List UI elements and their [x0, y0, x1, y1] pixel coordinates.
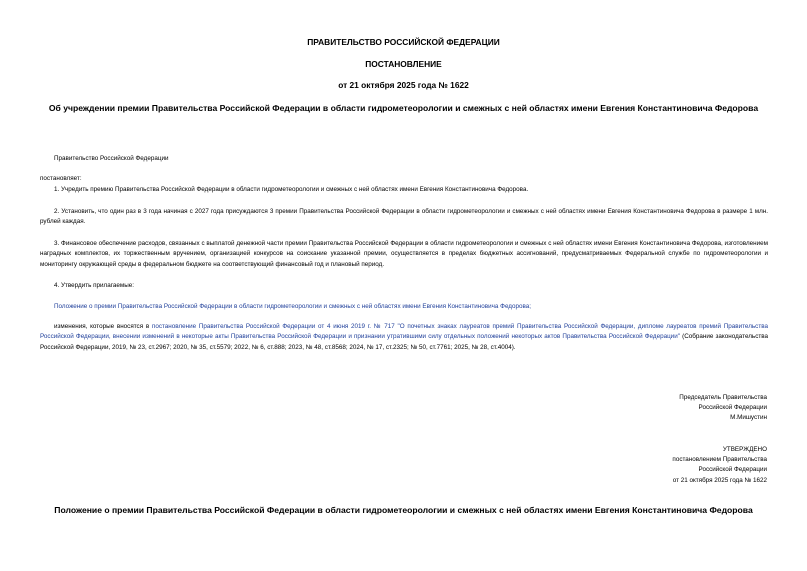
signature-line-1: Председатель Правительства	[679, 394, 767, 401]
paragraph-3: 3. Финансовое обеспечение расходов, связанных с выплатой денежной части премии Правительства Российской Федерации в области гидрометеорологии и смежных с ней областях имени Евгения Константиновича Федорова, изготовлением наградных комплектов, их торжественным вручением, организацией конкурсов на соискание указанной премии, осуществляется в пределах бюджетных ассигнований, предусматриваемых Федеральной службе по гидрометеорологии и мониторингу окружающей среды в федеральном бюджете на соответствующий финансовый год и плановый период.	[40, 240, 768, 268]
approved-block	[567, 445, 767, 486]
approved-line-3: Российской Федерации	[698, 466, 767, 474]
approved-line-4: от 21 октября 2025 года № 1622	[672, 476, 767, 484]
paragraph-6	[40, 322, 768, 353]
paragraph-6-pre: изменения, которые вносятся в	[54, 323, 152, 330]
paragraph-6-post: (Собрание законодательства Российской Федерации, 2019, № 23, ст.2967; 2020, № 35, ст.5579; 2022, № 6, ст.888; 2023, № 48, ст.8568; 2024, № 17, ст.2325; № 50, ст.7761; 2025, № 28, ст.4004).	[40, 333, 769, 351]
decree-717-link[interactable]: постановление Правительства Российской Федерации от 4 июня 2019 г. № 717 "О почетных знаках лауреатов премий Правительства Российской Федерации, дипломе лауреатов премий Правительства Российской Федерации, внесении изменений в некоторые акты Правительства Российской Федерации и признании утратившими силу отдельных положений некоторых актов Правительства Российской Федерации"	[40, 323, 768, 341]
signature-line-3: М.Мишустин	[730, 414, 767, 422]
doc-title: Об учреждении премии Правительства Российской Федерации в области гидрометеорологии и смежных с ней областях имени Евгения Константиновича Федорова	[48, 103, 759, 113]
approved-line-1: УТВЕРЖДЕНО	[722, 446, 767, 453]
doc-date-heading: от 21 октября 2025 года № 1622	[338, 80, 469, 90]
paragraph-2: 2. Установить, что один раз в 3 года начиная с 2027 года присуждаются 3 премии Правительства Российской Федерации в области гидрометеорологии и смежных с ней областях имени Евгения Константиновича Федорова в размере 1 млн. рублей каждая.	[40, 208, 768, 226]
approved-line-2: постановлением Правительства	[672, 456, 767, 464]
regulation-link[interactable]: Положение о премии Правительства Российской Федерации в области гидрометеорологии и смежных с ней областях имени Евгения Константиновича Федорова;	[54, 303, 532, 310]
org-heading: ПРАВИТЕЛЬСТВО РОССИЙСКОЙ ФЕДЕРАЦИИ	[307, 37, 500, 47]
paragraph-4: 4. Утвердить прилагаемые:	[54, 282, 134, 289]
paragraph-1: 1. Учредить премию Правительства Российской Федерации в области гидрометеорологии и смежных с ней областях имени Евгения Константиновича Федорова.	[54, 186, 529, 193]
paragraph-5	[40, 302, 768, 312]
gov-line: Правительство Российской Федерации	[54, 155, 169, 162]
doc-type-heading: ПОСТАНОВЛЕНИЕ	[365, 59, 442, 69]
signature-block	[567, 393, 767, 424]
decree-line: постановляет:	[40, 175, 82, 182]
signature-line-2: Российской Федерации	[698, 404, 767, 412]
regulation-title: Положение о премии Правительства Российской Федерации в области гидрометеорологии и смежных с ней областях имени Евгения Константиновича Федорова	[54, 505, 753, 515]
